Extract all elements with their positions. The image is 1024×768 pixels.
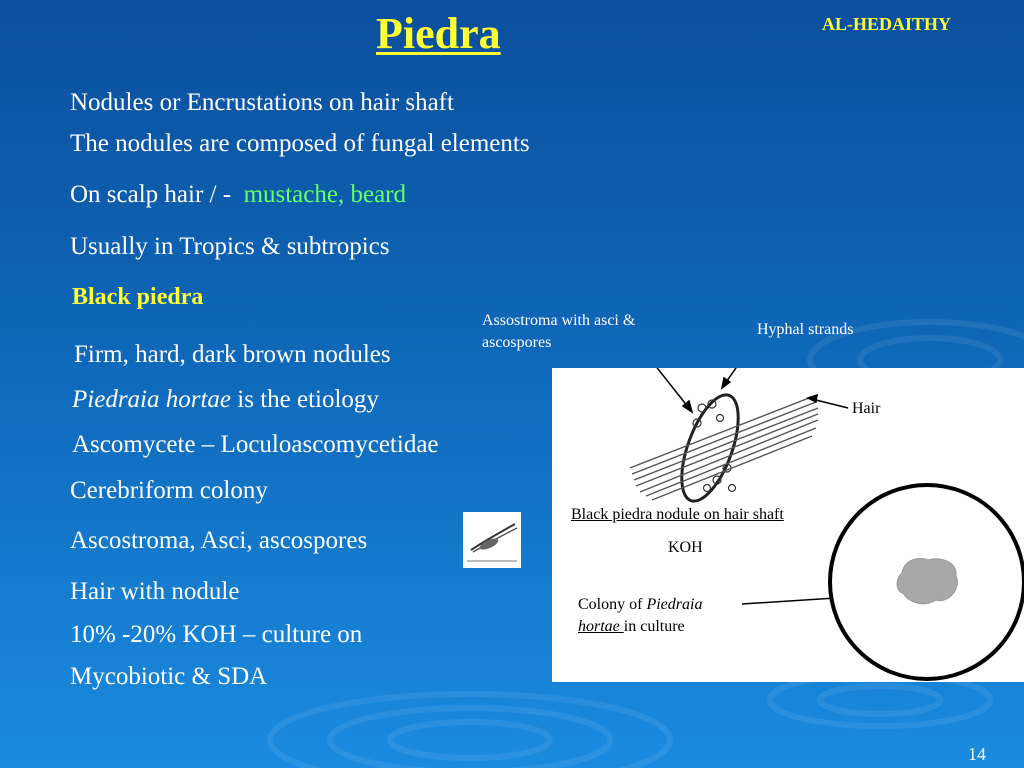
- text-line-6: [72, 386, 379, 414]
- caption-nodule: Black piedra nodule on hair shaft: [571, 506, 784, 523]
- label-assostroma-line1: Assostroma with asci &: [482, 312, 636, 329]
- label-assostroma: [482, 310, 635, 354]
- text-line-3-highlight: mustache, beard: [243, 181, 406, 208]
- page-number: 14: [968, 744, 986, 764]
- caption-colony-line2: [578, 616, 702, 638]
- caption-colony-genus: Piedraia: [646, 596, 703, 613]
- text-line-4: Usually in Tropics & subtropics: [70, 233, 390, 260]
- caption-koh: KOH: [668, 539, 703, 556]
- text-line-7: Ascomycete – Loculoascomycetidae: [72, 431, 439, 458]
- species-name: Piedraia hortae: [72, 386, 232, 413]
- label-assostroma-line2: ascospores: [482, 334, 552, 351]
- caption-colony-prefix: Colony of: [578, 596, 647, 613]
- text-line-12: Mycobiotic & SDA: [70, 663, 268, 690]
- caption-colony-species: hortae: [578, 618, 624, 635]
- caption-colony-line1: [578, 594, 702, 616]
- text-line-6-rest: is the etiology: [231, 386, 379, 413]
- text-line-2: The nodules are composed of fungal elements: [70, 130, 530, 157]
- hair-thumbnail-image: [463, 512, 521, 568]
- text-line-5: Firm, hard, dark brown nodules: [74, 341, 391, 368]
- text-line-8: Cerebriform colony: [70, 477, 268, 504]
- text-line-9: Ascostroma, Asci, ascospores: [70, 527, 368, 554]
- text-line-3: [70, 181, 406, 209]
- text-line-10: Hair with nodule: [70, 578, 240, 605]
- colony-piedraia: [897, 559, 957, 604]
- diagram-panel: [552, 368, 1024, 682]
- label-hyphal-strands: Hyphal strands: [757, 321, 854, 338]
- caption-colony: [578, 594, 702, 638]
- text-line-11: 10% -20% KOH – culture on: [70, 621, 363, 648]
- section-heading-black-piedra: Black piedra: [72, 284, 204, 310]
- label-hair: Hair: [852, 400, 881, 417]
- caption-colony-suffix: in culture: [623, 618, 685, 635]
- text-line-3-prefix: On scalp hair / -: [70, 181, 232, 208]
- text-line-1: Nodules or Encrustations on hair shaft: [70, 89, 454, 116]
- author-label: AL-HEDAITHY: [822, 14, 952, 34]
- slide-title: Piedra: [376, 9, 501, 58]
